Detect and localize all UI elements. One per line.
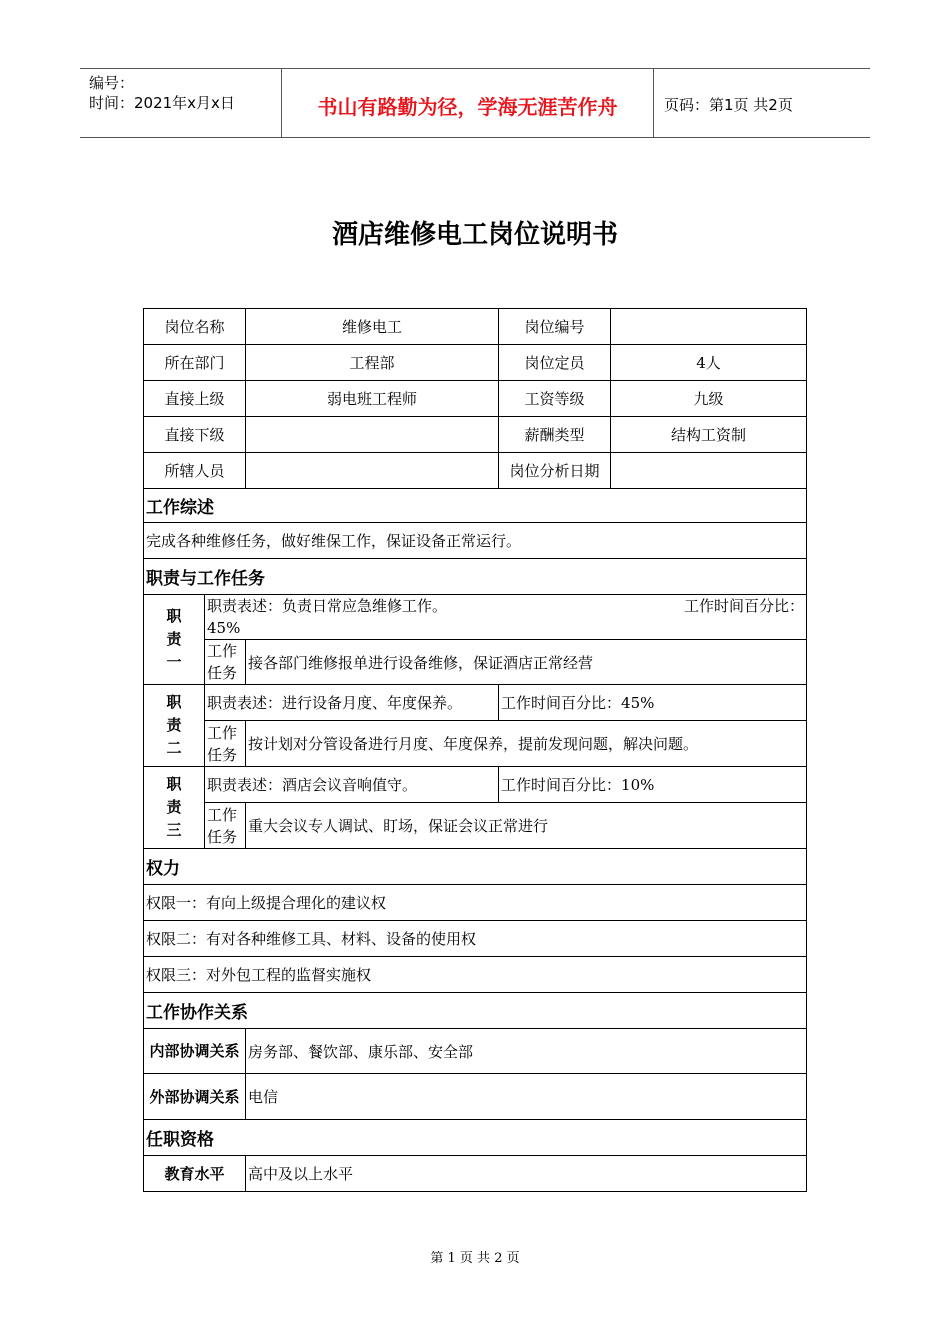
page-header <box>80 68 870 138</box>
duty-label-text: 职责二 <box>166 693 182 757</box>
label-job-number: 岗位编号 <box>499 309 611 345</box>
label-superior: 直接上级 <box>144 381 246 417</box>
duty-label <box>144 767 205 849</box>
duty-label-text: 职责三 <box>166 775 182 839</box>
duty-pct: 45% <box>207 619 241 637</box>
header-meta <box>80 69 282 137</box>
basic-row <box>144 453 807 489</box>
header-motto: 书山有路勤为径，学海无涯苦作舟 <box>282 69 654 137</box>
duty-task: 重大会议专人调试、盯场，保证会议正常进行 <box>246 803 807 849</box>
task-label: 工作任务 <box>205 803 246 849</box>
duty-desc-text: 职责表述：负责日常应急维修工作。 <box>207 597 448 615</box>
summary-heading: 工作综述 <box>144 489 807 523</box>
section-row <box>144 849 807 885</box>
value-department: 工程部 <box>246 345 499 381</box>
value-staff <box>246 453 499 489</box>
duty-desc-row <box>144 595 807 640</box>
label-subordinate: 直接下级 <box>144 417 246 453</box>
label-staff: 所辖人员 <box>144 453 246 489</box>
duty-desc-text: 职责表述：酒店会议音响值守。 <box>205 767 499 803</box>
relation-row <box>144 1074 807 1120</box>
value-pay-type: 结构工资制 <box>611 417 807 453</box>
external-relation-label: 外部协调关系 <box>144 1074 246 1120</box>
internal-relation-label: 内部协调关系 <box>144 1029 246 1074</box>
relations-heading: 工作协作关系 <box>144 993 807 1029</box>
task-label: 工作任务 <box>205 721 246 767</box>
section-row <box>144 993 807 1029</box>
value-job-name: 维修电工 <box>246 309 499 345</box>
duty-pct-label: 工作时间百分比： <box>684 597 805 615</box>
duty-pct-cell <box>499 767 807 803</box>
duty-task-row <box>144 640 807 685</box>
section-row <box>144 559 807 595</box>
duties-heading: 职责与工作任务 <box>144 559 807 595</box>
label-headcount: 岗位定员 <box>499 345 611 381</box>
duty-pct-label: 工作时间百分比： <box>501 694 622 712</box>
page-footer: 第 1 页 共 2 页 <box>430 1251 520 1266</box>
qualification-row <box>144 1156 807 1192</box>
authority-row <box>144 921 807 957</box>
basic-row <box>144 381 807 417</box>
summary-text: 完成各种维修任务，做好维保工作，保证设备正常运行。 <box>144 523 807 559</box>
section-row <box>144 489 807 523</box>
section-row <box>144 1120 807 1156</box>
label-department: 所在部门 <box>144 345 246 381</box>
duty-task: 按计划对分管设备进行月度、年度保养，提前发现问题，解决问题。 <box>246 721 807 767</box>
authority-item: 权限二：有对各种维修工具、材料、设备的使用权 <box>144 921 807 957</box>
external-relation-value: 电信 <box>246 1074 807 1120</box>
duty-desc-text: 职责表述：进行设备月度、年度保养。 <box>205 685 499 721</box>
duty-desc-row <box>144 685 807 721</box>
authority-item: 权限一：有向上级提合理化的建议权 <box>144 885 807 921</box>
value-superior: 弱电班工程师 <box>246 381 499 417</box>
basic-row <box>144 345 807 381</box>
label-job-name: 岗位名称 <box>144 309 246 345</box>
qualification-heading: 任职资格 <box>144 1120 807 1156</box>
duty-task-row <box>144 803 807 849</box>
duty-pct: 45% <box>621 694 655 712</box>
education-label: 教育水平 <box>144 1156 246 1192</box>
header-time: 时间：2021年x月x日 <box>89 94 235 112</box>
label-analysis-date: 岗位分析日期 <box>499 453 611 489</box>
duty-desc <box>205 595 807 640</box>
value-analysis-date <box>611 453 807 489</box>
authority-heading: 权力 <box>144 849 807 885</box>
education-value: 高中及以上水平 <box>246 1156 807 1192</box>
basic-row <box>144 417 807 453</box>
duty-task-row <box>144 721 807 767</box>
duty-pct-cell <box>499 685 807 721</box>
duty-label <box>144 595 205 685</box>
label-salary-grade: 工资等级 <box>499 381 611 417</box>
job-description-table <box>143 308 807 1192</box>
value-subordinate <box>246 417 499 453</box>
duty-pct: 10% <box>621 776 655 794</box>
value-job-number <box>611 309 807 345</box>
label-pay-type: 薪酬类型 <box>499 417 611 453</box>
document-title: 酒店维修电工岗位说明书 <box>331 220 618 250</box>
internal-relation-value: 房务部、餐饮部、康乐部、安全部 <box>246 1029 807 1074</box>
header-number: 编号： <box>89 74 135 92</box>
header-page-code: 页码：第1页 共2页 <box>664 95 793 114</box>
authority-item: 权限三：对外包工程的监督实施权 <box>144 957 807 993</box>
relation-row <box>144 1029 807 1074</box>
authority-row <box>144 957 807 993</box>
duty-task: 接各部门维修报单进行设备维修，保证酒店正常经营 <box>246 640 807 685</box>
task-label: 工作任务 <box>205 640 246 685</box>
authority-row <box>144 885 807 921</box>
value-headcount: 4人 <box>611 345 807 381</box>
basic-row <box>144 309 807 345</box>
value-salary-grade: 九级 <box>611 381 807 417</box>
duty-label-text: 职责一 <box>166 607 182 671</box>
duty-label <box>144 685 205 767</box>
duty-pct-label: 工作时间百分比： <box>501 776 622 794</box>
duty-desc-row <box>144 767 807 803</box>
summary-row <box>144 523 807 559</box>
